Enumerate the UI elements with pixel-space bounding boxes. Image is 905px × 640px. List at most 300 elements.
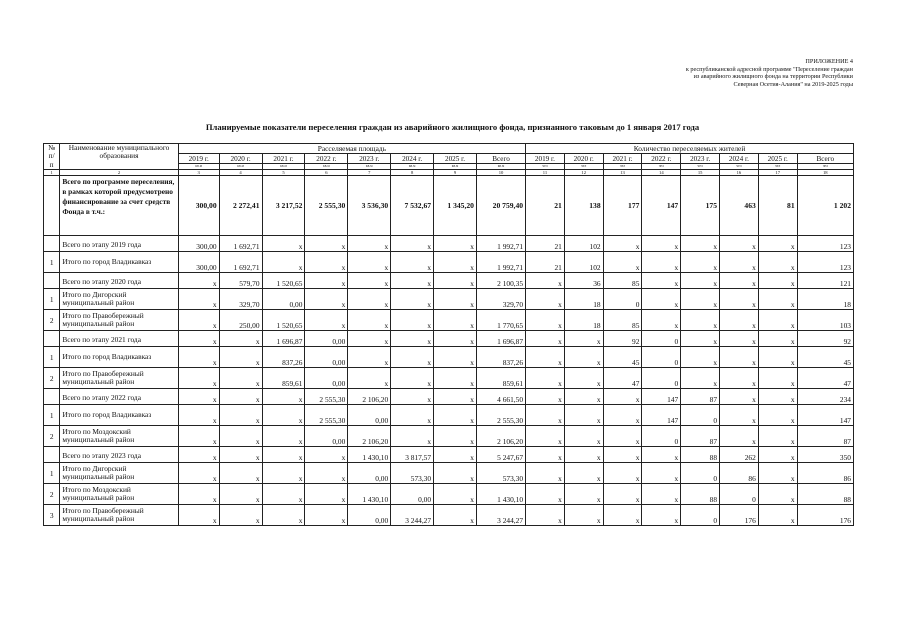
area-cell: 2 555,30 [476,405,525,426]
people-cell: x [758,447,797,463]
people-year-header: Всего [797,154,853,164]
area-cell: x [434,405,477,426]
area-cell: 3 244,27 [391,505,434,526]
people-cell: 102 [564,252,603,273]
people-cell: 121 [797,273,853,289]
area-cell: x [262,505,305,526]
area-unit-label: кв.м [476,164,525,170]
people-year-header: 2022 г. [642,154,681,164]
appendix-line: Северная Осетия-Алания" на 2019-2025 годы [733,80,853,88]
people-cell: x [603,463,642,484]
area-cell: x [219,484,262,505]
area-cell: 2 555,30 [305,176,348,236]
area-cell: 329,70 [476,289,525,310]
people-cell: 21 [526,236,565,252]
people-cell: x [564,426,603,447]
area-cell: x [178,484,219,505]
people-cell: 350 [797,447,853,463]
area-cell: 1 430,10 [348,447,391,463]
row-name: Итого по Моздокский муниципальный район [60,484,178,505]
area-unit-label: кв.м [391,164,434,170]
people-cell: x [758,389,797,405]
people-cell: 0 [642,331,681,347]
people-cell: 88 [797,484,853,505]
area-cell: x [391,331,434,347]
people-cell: x [642,484,681,505]
area-cell: x [219,426,262,447]
area-cell: x [305,252,348,273]
people-cell: 0 [603,289,642,310]
area-cell: x [178,447,219,463]
people-cell: x [526,505,565,526]
appendix-line: к республиканской адресной программе "Переселение граждан [685,65,853,73]
area-cell: x [305,484,348,505]
municipality-row [44,289,854,310]
column-number: 6 [305,170,348,176]
column-number: 5 [262,170,305,176]
people-cell: 463 [720,176,759,236]
header-people-group: Количество переселяемых жителей [526,144,854,154]
people-cell: 92 [603,331,642,347]
area-cell: 3 244,27 [476,505,525,526]
row-name: Всего по этапу 2021 года [60,331,178,347]
people-cell: x [564,331,603,347]
area-cell: x [348,236,391,252]
people-cell: 87 [681,389,720,405]
row-number: 1 [44,405,60,426]
row-number: 1 [44,463,60,484]
people-year-header: 2020 г. [564,154,603,164]
area-cell: x [305,447,348,463]
area-cell: x [219,389,262,405]
appendix-line: ПРИЛОЖЕНИЕ 4 [805,58,853,65]
column-number: 7 [348,170,391,176]
area-year-header: 2019 г. [178,154,219,164]
area-cell: 2 272,41 [219,176,262,236]
people-cell: x [758,347,797,368]
row-number [44,176,60,236]
people-year-header: 2023 г. [681,154,720,164]
people-cell: 176 [797,505,853,526]
area-cell: x [178,505,219,526]
area-cell: 0,00 [305,331,348,347]
people-cell: 85 [603,273,642,289]
people-cell: x [603,505,642,526]
area-year-header: 2023 г. [348,154,391,164]
people-cell: 262 [720,447,759,463]
people-cell: x [526,447,565,463]
row-name: Итого по Дигорский муниципальный район [60,289,178,310]
people-unit-label: чел [603,164,642,170]
people-cell: x [603,252,642,273]
header-area-group: Расселяемая площадь [178,144,525,154]
people-cell: x [642,505,681,526]
people-cell: x [758,331,797,347]
people-cell: 0 [681,463,720,484]
row-number [44,331,60,347]
people-cell: x [720,426,759,447]
people-cell: x [758,289,797,310]
people-year-header: 2025 г. [758,154,797,164]
people-cell: x [526,426,565,447]
people-cell: x [758,310,797,331]
people-cell: 103 [797,310,853,331]
area-cell: x [391,368,434,389]
area-cell: 573,30 [391,463,434,484]
area-cell: 579,70 [219,273,262,289]
people-cell: x [642,273,681,289]
area-cell: 1 692,71 [219,252,262,273]
people-cell: x [642,289,681,310]
area-cell: x [434,347,477,368]
people-cell: x [603,236,642,252]
stage-row [44,273,854,289]
people-cell: 45 [603,347,642,368]
area-cell: x [434,236,477,252]
municipality-row [44,426,854,447]
people-cell: x [564,347,603,368]
people-cell: 88 [681,447,720,463]
area-year-header: 2020 г. [219,154,262,164]
area-cell: x [305,273,348,289]
people-cell: x [642,463,681,484]
column-number: 3 [178,170,219,176]
area-cell: x [434,389,477,405]
people-cell: x [681,252,720,273]
area-cell: x [391,389,434,405]
column-number: 12 [564,170,603,176]
people-cell: 147 [642,176,681,236]
area-cell: x [262,463,305,484]
people-cell: x [526,484,565,505]
people-cell: 86 [797,463,853,484]
area-year-header: 2022 г. [305,154,348,164]
area-cell: x [219,368,262,389]
area-cell: 1 345,20 [434,176,477,236]
area-cell: 2 106,20 [476,426,525,447]
row-name: Итого по город Владикавказ [60,252,178,273]
area-cell: x [305,505,348,526]
row-number [44,236,60,252]
area-cell: x [305,463,348,484]
people-cell: x [681,310,720,331]
area-cell: x [391,273,434,289]
people-cell: x [526,368,565,389]
row-name: Итого по Правобережный муниципальный район [60,505,178,526]
people-cell: x [720,347,759,368]
area-cell: x [348,252,391,273]
people-cell: x [603,484,642,505]
people-year-header: 2021 г. [603,154,642,164]
area-cell: 1 992,71 [476,236,525,252]
people-cell: x [642,447,681,463]
people-cell: x [642,252,681,273]
people-cell: x [758,463,797,484]
area-cell: x [434,505,477,526]
people-unit-label: чел [681,164,720,170]
area-cell: x [178,273,219,289]
people-cell: 18 [564,289,603,310]
area-cell: x [434,484,477,505]
people-cell: x [681,236,720,252]
people-cell: 87 [797,426,853,447]
resettlement-table [43,143,854,526]
people-cell: x [720,252,759,273]
area-cell: 2 106,20 [348,426,391,447]
people-cell: x [642,310,681,331]
area-cell: 859,61 [262,368,305,389]
area-cell: x [262,252,305,273]
area-cell: x [219,405,262,426]
people-unit-label: чел [526,164,565,170]
municipality-row [44,463,854,484]
row-name: Всего по программе переселения, в рамках которой предусмотрено финансирование за счет средств Фонда в т.ч.: [60,176,178,236]
area-cell: x [262,236,305,252]
area-cell: x [178,389,219,405]
row-name: Всего по этапу 2023 года [60,447,178,463]
area-cell: 1 692,71 [219,236,262,252]
area-cell: x [391,310,434,331]
row-name: Итого по Дигорский муниципальный район [60,463,178,484]
column-number: 4 [219,170,262,176]
stage-row [44,236,854,252]
row-number: 1 [44,347,60,368]
people-cell: 102 [564,236,603,252]
people-cell: x [564,505,603,526]
area-cell: 837,26 [262,347,305,368]
row-number: 3 [44,505,60,526]
people-cell: 1 202 [797,176,853,236]
area-cell: x [391,405,434,426]
area-cell: x [305,236,348,252]
municipality-row [44,310,854,331]
area-cell: 2 555,30 [305,405,348,426]
municipality-row [44,405,854,426]
area-cell: 0,00 [262,289,305,310]
area-cell: x [219,447,262,463]
area-cell: x [434,310,477,331]
people-unit-label: чел [564,164,603,170]
row-name: Итого по город Владикавказ [60,405,178,426]
row-number: 2 [44,484,60,505]
area-cell: x [391,289,434,310]
area-cell: 573,30 [476,463,525,484]
people-cell: 92 [797,331,853,347]
column-number: 16 [720,170,759,176]
row-number [44,273,60,289]
municipality-row [44,484,854,505]
header-number: № п/ п [44,144,60,170]
area-cell: x [178,463,219,484]
area-cell: x [219,463,262,484]
area-cell: x [219,347,262,368]
area-cell: x [178,426,219,447]
row-number: 2 [44,310,60,331]
people-unit-label: чел [758,164,797,170]
people-cell: x [758,405,797,426]
municipality-row [44,252,854,273]
people-cell: x [720,310,759,331]
area-year-header: Всего [476,154,525,164]
area-cell: x [178,368,219,389]
stage-row [44,331,854,347]
area-cell: x [434,273,477,289]
area-unit-label: кв.м [348,164,391,170]
total-row [44,176,854,236]
area-cell: x [348,310,391,331]
area-cell: 1 696,87 [262,331,305,347]
people-cell: 0 [642,347,681,368]
area-year-header: 2025 г. [434,154,477,164]
people-cell: 0 [720,484,759,505]
row-number [44,447,60,463]
area-cell: 300,00 [178,176,219,236]
people-cell: x [603,405,642,426]
area-cell: 3 217,52 [262,176,305,236]
appendix-header [553,58,853,88]
area-cell: x [305,310,348,331]
column-number: 10 [476,170,525,176]
people-cell: x [564,484,603,505]
people-cell: x [603,389,642,405]
row-number: 2 [44,426,60,447]
row-number: 1 [44,289,60,310]
area-cell: 837,26 [476,347,525,368]
municipality-row [44,347,854,368]
area-cell: x [219,331,262,347]
area-unit-label: кв.м [219,164,262,170]
people-cell: x [681,289,720,310]
area-cell: x [262,484,305,505]
people-cell: x [720,273,759,289]
people-cell: x [758,273,797,289]
people-cell: 88 [681,484,720,505]
people-cell: x [526,331,565,347]
people-cell: x [681,347,720,368]
area-cell: x [348,331,391,347]
document-title: Планируемые показатели переселения граждан из аварийного жилищного фонда, признанного таковым до 1 января 2017 года [205,122,700,132]
area-cell: x [305,289,348,310]
area-cell: x [178,347,219,368]
column-number: 8 [391,170,434,176]
area-cell: 0,00 [348,405,391,426]
column-number: 15 [681,170,720,176]
row-number: 1 [44,252,60,273]
area-cell: 1 520,65 [262,310,305,331]
people-cell: 0 [681,405,720,426]
people-cell: x [720,331,759,347]
people-cell: 45 [797,347,853,368]
people-cell: 47 [603,368,642,389]
people-cell: 0 [642,426,681,447]
area-cell: 0,00 [348,505,391,526]
area-unit-label: кв.м [262,164,305,170]
area-cell: 2 555,30 [305,389,348,405]
area-cell: 0,00 [305,426,348,447]
people-cell: x [603,447,642,463]
people-cell: 234 [797,389,853,405]
area-cell: 300,00 [178,236,219,252]
people-cell: x [720,405,759,426]
people-cell: x [526,463,565,484]
area-cell: x [348,347,391,368]
area-cell: 0,00 [391,484,434,505]
area-cell: x [262,447,305,463]
area-year-header: 2021 г. [262,154,305,164]
people-cell: x [564,368,603,389]
people-cell: 123 [797,252,853,273]
people-unit-label: чел [720,164,759,170]
area-cell: x [348,368,391,389]
header-municipality: Наименование муниципального образования [60,144,178,170]
people-cell: x [642,236,681,252]
area-cell: x [391,236,434,252]
appendix-line: из аварийного жилищного фонда на территории Республики [693,73,853,81]
people-cell: 175 [681,176,720,236]
area-cell: x [434,331,477,347]
area-unit-label: кв.м [178,164,219,170]
people-cell: 21 [526,252,565,273]
people-cell: x [758,368,797,389]
row-number: 2 [44,368,60,389]
people-unit-label: чел [642,164,681,170]
area-cell: x [391,426,434,447]
people-cell: x [758,236,797,252]
area-cell: x [348,289,391,310]
column-number: 13 [603,170,642,176]
column-number: 11 [526,170,565,176]
row-name: Всего по этапу 2019 года [60,236,178,252]
area-cell: 1 696,87 [476,331,525,347]
people-cell: 21 [526,176,565,236]
area-cell: x [391,347,434,368]
area-cell: x [434,447,477,463]
people-cell: x [758,484,797,505]
area-cell: 0,00 [305,347,348,368]
people-cell: x [526,347,565,368]
area-cell: 5 247,67 [476,447,525,463]
people-cell: 85 [603,310,642,331]
area-cell: 1 430,10 [476,484,525,505]
people-cell: 0 [681,505,720,526]
area-cell: 1 992,71 [476,252,525,273]
area-cell: 20 759,40 [476,176,525,236]
people-cell: 81 [758,176,797,236]
people-year-header: 2024 г. [720,154,759,164]
people-cell: 176 [720,505,759,526]
area-cell: 0,00 [305,368,348,389]
row-name: Итого по Правобережный муниципальный район [60,368,178,389]
people-cell: 87 [681,426,720,447]
people-cell: x [681,273,720,289]
column-number: 2 [60,170,178,176]
municipality-row [44,368,854,389]
area-unit-label: кв.м [434,164,477,170]
area-cell: 250,00 [219,310,262,331]
people-cell: x [564,389,603,405]
people-unit-label: чел [797,164,853,170]
area-cell: x [434,426,477,447]
area-cell: x [348,273,391,289]
area-cell: x [178,405,219,426]
column-number: 1 [44,170,60,176]
people-cell: x [720,236,759,252]
people-year-header: 2019 г. [526,154,565,164]
area-cell: 1 770,65 [476,310,525,331]
row-name: Всего по этапу 2020 года [60,273,178,289]
area-cell: 3 536,30 [348,176,391,236]
area-cell: x [434,252,477,273]
